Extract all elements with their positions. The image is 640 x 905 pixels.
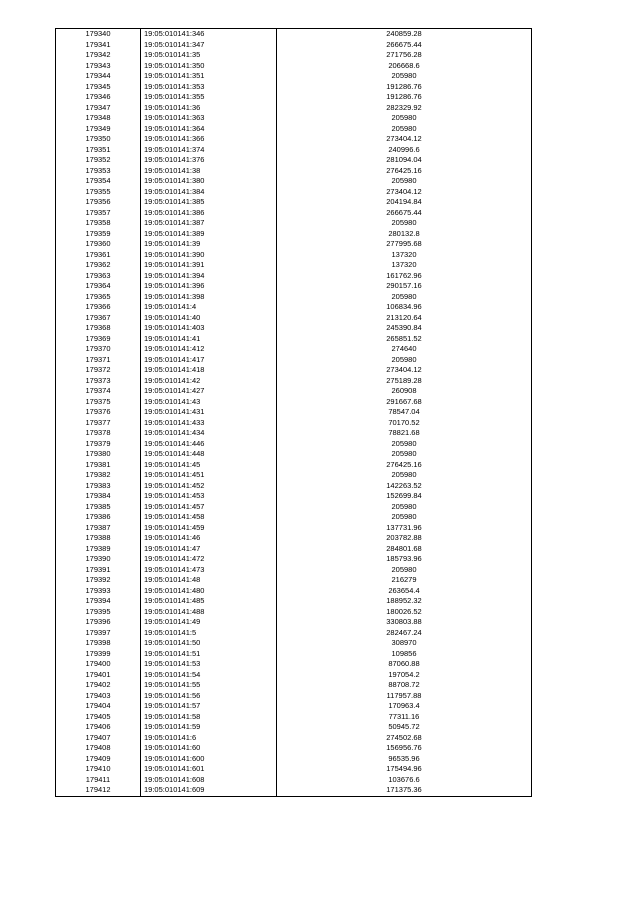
value-cell: 205980 xyxy=(277,292,532,303)
row-id-cell: 179354 xyxy=(56,176,141,187)
value-cell: 191286.76 xyxy=(277,82,532,93)
cadastral-number-cell: 19:05:010141:394 xyxy=(141,271,277,282)
table-row xyxy=(56,449,532,460)
table-row xyxy=(56,313,532,324)
row-id-cell: 179342 xyxy=(56,50,141,61)
table-row xyxy=(56,460,532,471)
table-row xyxy=(56,229,532,240)
cadastral-number-cell: 19:05:010141:55 xyxy=(141,680,277,691)
cadastral-number-cell: 19:05:010141:60 xyxy=(141,743,277,754)
value-cell: 103676.6 xyxy=(277,775,532,786)
table-row xyxy=(56,92,532,103)
row-id-cell: 179410 xyxy=(56,764,141,775)
cadastral-number-cell: 19:05:010141:608 xyxy=(141,775,277,786)
cadastral-number-cell: 19:05:010141:412 xyxy=(141,344,277,355)
table-row xyxy=(56,260,532,271)
row-id-cell: 179363 xyxy=(56,271,141,282)
cadastral-number-cell: 19:05:010141:391 xyxy=(141,260,277,271)
row-id-cell: 179394 xyxy=(56,596,141,607)
row-id-cell: 179368 xyxy=(56,323,141,334)
cadastral-number-cell: 19:05:010141:448 xyxy=(141,449,277,460)
cadastral-number-cell: 19:05:010141:54 xyxy=(141,670,277,681)
value-cell: 117957.88 xyxy=(277,691,532,702)
value-cell: 137320 xyxy=(277,260,532,271)
cadastral-number-cell: 19:05:010141:385 xyxy=(141,197,277,208)
value-cell: 216279 xyxy=(277,575,532,586)
row-id-cell: 179398 xyxy=(56,638,141,649)
cadastral-number-cell: 19:05:010141:56 xyxy=(141,691,277,702)
table-row xyxy=(56,145,532,156)
cadastral-number-cell: 19:05:010141:480 xyxy=(141,586,277,597)
value-cell: 191286.76 xyxy=(277,92,532,103)
row-id-cell: 179378 xyxy=(56,428,141,439)
cadastral-number-cell: 19:05:010141:451 xyxy=(141,470,277,481)
table-row xyxy=(56,29,532,40)
table-row xyxy=(56,638,532,649)
cadastral-number-cell: 19:05:010141:488 xyxy=(141,607,277,618)
cadastral-number-cell: 19:05:010141:364 xyxy=(141,124,277,135)
cadastral-number-cell: 19:05:010141:35 xyxy=(141,50,277,61)
cadastral-number-cell: 19:05:010141:396 xyxy=(141,281,277,292)
row-id-cell: 179371 xyxy=(56,355,141,366)
value-cell: 277995.68 xyxy=(277,239,532,250)
row-id-cell: 179356 xyxy=(56,197,141,208)
row-id-cell: 179362 xyxy=(56,260,141,271)
row-id-cell: 179372 xyxy=(56,365,141,376)
cadastral-number-cell: 19:05:010141:609 xyxy=(141,785,277,796)
table-row xyxy=(56,649,532,660)
table-row xyxy=(56,281,532,292)
row-id-cell: 179343 xyxy=(56,61,141,72)
table-row xyxy=(56,355,532,366)
table-row xyxy=(56,743,532,754)
row-id-cell: 179385 xyxy=(56,502,141,513)
table-row xyxy=(56,470,532,481)
row-id-cell: 179347 xyxy=(56,103,141,114)
value-cell: 260908 xyxy=(277,386,532,397)
cadastral-number-cell: 19:05:010141:457 xyxy=(141,502,277,513)
table-row xyxy=(56,113,532,124)
row-id-cell: 179348 xyxy=(56,113,141,124)
row-id-cell: 179353 xyxy=(56,166,141,177)
table-row xyxy=(56,659,532,670)
table-row xyxy=(56,439,532,450)
cadastral-number-cell: 19:05:010141:351 xyxy=(141,71,277,82)
row-id-cell: 179374 xyxy=(56,386,141,397)
value-cell: 284801.68 xyxy=(277,544,532,555)
value-cell: 273404.12 xyxy=(277,365,532,376)
row-id-cell: 179395 xyxy=(56,607,141,618)
value-cell: 137731.96 xyxy=(277,523,532,534)
table-row xyxy=(56,565,532,576)
row-id-cell: 179369 xyxy=(56,334,141,345)
row-id-cell: 179401 xyxy=(56,670,141,681)
table-row xyxy=(56,418,532,429)
cadastral-number-cell: 19:05:010141:446 xyxy=(141,439,277,450)
row-id-cell: 179365 xyxy=(56,292,141,303)
value-cell: 275189.28 xyxy=(277,376,532,387)
table-row xyxy=(56,292,532,303)
cadastral-number-cell: 19:05:010141:389 xyxy=(141,229,277,240)
row-id-cell: 179386 xyxy=(56,512,141,523)
value-cell: 205980 xyxy=(277,449,532,460)
value-cell: 204194.84 xyxy=(277,197,532,208)
row-id-cell: 179399 xyxy=(56,649,141,660)
value-cell: 156956.76 xyxy=(277,743,532,754)
row-id-cell: 179389 xyxy=(56,544,141,555)
table-row xyxy=(56,71,532,82)
table-row xyxy=(56,701,532,712)
value-cell: 188952.32 xyxy=(277,596,532,607)
cadastral-number-cell: 19:05:010141:38 xyxy=(141,166,277,177)
value-cell: 213120.64 xyxy=(277,313,532,324)
table-row xyxy=(56,187,532,198)
value-cell: 171375.36 xyxy=(277,785,532,796)
row-id-cell: 179405 xyxy=(56,712,141,723)
row-id-cell: 179366 xyxy=(56,302,141,313)
table-row xyxy=(56,323,532,334)
table-row xyxy=(56,155,532,166)
value-cell: 205980 xyxy=(277,71,532,82)
row-id-cell: 179381 xyxy=(56,460,141,471)
cadastral-number-cell: 19:05:010141:458 xyxy=(141,512,277,523)
row-id-cell: 179357 xyxy=(56,208,141,219)
value-cell: 205980 xyxy=(277,218,532,229)
row-id-cell: 179380 xyxy=(56,449,141,460)
table-row xyxy=(56,82,532,93)
cadastral-number-cell: 19:05:010141:5 xyxy=(141,628,277,639)
value-cell: 180026.52 xyxy=(277,607,532,618)
value-cell: 205980 xyxy=(277,470,532,481)
row-id-cell: 179390 xyxy=(56,554,141,565)
cadastral-number-cell: 19:05:010141:473 xyxy=(141,565,277,576)
cadastral-number-cell: 19:05:010141:431 xyxy=(141,407,277,418)
table-row xyxy=(56,250,532,261)
value-cell: 273404.12 xyxy=(277,187,532,198)
table-row xyxy=(56,124,532,135)
value-cell: 282329.92 xyxy=(277,103,532,114)
row-id-cell: 179404 xyxy=(56,701,141,712)
table-row xyxy=(56,61,532,72)
table-row xyxy=(56,218,532,229)
value-cell: 109856 xyxy=(277,649,532,660)
row-id-cell: 179408 xyxy=(56,743,141,754)
cadastral-number-cell: 19:05:010141:355 xyxy=(141,92,277,103)
cadastral-number-cell: 19:05:010141:472 xyxy=(141,554,277,565)
cadastral-number-cell: 19:05:010141:46 xyxy=(141,533,277,544)
cadastral-number-cell: 19:05:010141:350 xyxy=(141,61,277,72)
table-row xyxy=(56,176,532,187)
row-id-cell: 179406 xyxy=(56,722,141,733)
row-id-cell: 179384 xyxy=(56,491,141,502)
cadastral-number-cell: 19:05:010141:601 xyxy=(141,764,277,775)
cadastral-number-cell: 19:05:010141:453 xyxy=(141,491,277,502)
table-row xyxy=(56,733,532,744)
row-id-cell: 179349 xyxy=(56,124,141,135)
cadastral-number-cell: 19:05:010141:346 xyxy=(141,29,277,40)
cadastral-number-cell: 19:05:010141:433 xyxy=(141,418,277,429)
table-row xyxy=(56,397,532,408)
value-cell: 240859.28 xyxy=(277,29,532,40)
row-id-cell: 179412 xyxy=(56,785,141,796)
value-cell: 170963.4 xyxy=(277,701,532,712)
value-cell: 205980 xyxy=(277,512,532,523)
table-row xyxy=(56,376,532,387)
value-cell: 273404.12 xyxy=(277,134,532,145)
row-id-cell: 179341 xyxy=(56,40,141,51)
value-cell: 291667.68 xyxy=(277,397,532,408)
cadastral-number-cell: 19:05:010141:386 xyxy=(141,208,277,219)
value-cell: 245390.84 xyxy=(277,323,532,334)
value-cell: 205980 xyxy=(277,502,532,513)
table-row xyxy=(56,239,532,250)
table-row xyxy=(56,533,532,544)
table-row xyxy=(56,386,532,397)
row-id-cell: 179409 xyxy=(56,754,141,765)
row-id-cell: 179360 xyxy=(56,239,141,250)
table-row xyxy=(56,428,532,439)
row-id-cell: 179392 xyxy=(56,575,141,586)
table-row xyxy=(56,50,532,61)
row-id-cell: 179351 xyxy=(56,145,141,156)
cadastral-number-cell: 19:05:010141:403 xyxy=(141,323,277,334)
document-page xyxy=(55,28,531,797)
cadastral-number-cell: 19:05:010141:53 xyxy=(141,659,277,670)
value-cell: 266675.44 xyxy=(277,208,532,219)
row-id-cell: 179403 xyxy=(56,691,141,702)
value-cell: 78547.04 xyxy=(277,407,532,418)
row-id-cell: 179383 xyxy=(56,481,141,492)
table-row xyxy=(56,344,532,355)
row-id-cell: 179388 xyxy=(56,533,141,544)
value-cell: 290157.16 xyxy=(277,281,532,292)
data-table xyxy=(55,28,532,797)
value-cell: 274502.68 xyxy=(277,733,532,744)
cadastral-number-cell: 19:05:010141:376 xyxy=(141,155,277,166)
cadastral-number-cell: 19:05:010141:398 xyxy=(141,292,277,303)
row-id-cell: 179340 xyxy=(56,29,141,40)
value-cell: 78821.68 xyxy=(277,428,532,439)
cadastral-number-cell: 19:05:010141:57 xyxy=(141,701,277,712)
row-id-cell: 179400 xyxy=(56,659,141,670)
value-cell: 137320 xyxy=(277,250,532,261)
value-cell: 206668.6 xyxy=(277,61,532,72)
value-cell: 205980 xyxy=(277,124,532,135)
value-cell: 70170.52 xyxy=(277,418,532,429)
value-cell: 185793.96 xyxy=(277,554,532,565)
cadastral-number-cell: 19:05:010141:50 xyxy=(141,638,277,649)
value-cell: 281094.04 xyxy=(277,155,532,166)
value-cell: 308970 xyxy=(277,638,532,649)
value-cell: 205980 xyxy=(277,176,532,187)
table-row xyxy=(56,722,532,733)
value-cell: 282467.24 xyxy=(277,628,532,639)
value-cell: 106834.96 xyxy=(277,302,532,313)
table-body xyxy=(56,29,532,797)
table-row xyxy=(56,607,532,618)
table-row xyxy=(56,544,532,555)
value-cell: 175494.96 xyxy=(277,764,532,775)
row-id-cell: 179375 xyxy=(56,397,141,408)
row-id-cell: 179344 xyxy=(56,71,141,82)
value-cell: 205980 xyxy=(277,439,532,450)
value-cell: 197054.2 xyxy=(277,670,532,681)
table-row xyxy=(56,103,532,114)
table-row xyxy=(56,166,532,177)
table-row xyxy=(56,712,532,723)
value-cell: 205980 xyxy=(277,113,532,124)
table-row xyxy=(56,302,532,313)
row-id-cell: 179407 xyxy=(56,733,141,744)
cadastral-number-cell: 19:05:010141:353 xyxy=(141,82,277,93)
cadastral-number-cell: 19:05:010141:58 xyxy=(141,712,277,723)
value-cell: 276425.16 xyxy=(277,460,532,471)
table-row xyxy=(56,628,532,639)
cadastral-number-cell: 19:05:010141:485 xyxy=(141,596,277,607)
table-row xyxy=(56,575,532,586)
table-row xyxy=(56,208,532,219)
cadastral-number-cell: 19:05:010141:387 xyxy=(141,218,277,229)
table-row xyxy=(56,596,532,607)
value-cell: 263654.4 xyxy=(277,586,532,597)
cadastral-number-cell: 19:05:010141:452 xyxy=(141,481,277,492)
value-cell: 240996.6 xyxy=(277,145,532,156)
cadastral-number-cell: 19:05:010141:45 xyxy=(141,460,277,471)
cadastral-number-cell: 19:05:010141:427 xyxy=(141,386,277,397)
value-cell: 280132.8 xyxy=(277,229,532,240)
table-row xyxy=(56,680,532,691)
row-id-cell: 179402 xyxy=(56,680,141,691)
value-cell: 203782.88 xyxy=(277,533,532,544)
cadastral-number-cell: 19:05:010141:347 xyxy=(141,40,277,51)
row-id-cell: 179370 xyxy=(56,344,141,355)
row-id-cell: 179367 xyxy=(56,313,141,324)
cadastral-number-cell: 19:05:010141:417 xyxy=(141,355,277,366)
cadastral-number-cell: 19:05:010141:374 xyxy=(141,145,277,156)
row-id-cell: 179361 xyxy=(56,250,141,261)
row-id-cell: 179355 xyxy=(56,187,141,198)
value-cell: 271756.28 xyxy=(277,50,532,61)
cadastral-number-cell: 19:05:010141:51 xyxy=(141,649,277,660)
cadastral-number-cell: 19:05:010141:434 xyxy=(141,428,277,439)
table-row xyxy=(56,775,532,786)
value-cell: 87060.88 xyxy=(277,659,532,670)
value-cell: 205980 xyxy=(277,355,532,366)
cadastral-number-cell: 19:05:010141:418 xyxy=(141,365,277,376)
table-row xyxy=(56,271,532,282)
cadastral-number-cell: 19:05:010141:366 xyxy=(141,134,277,145)
row-id-cell: 179376 xyxy=(56,407,141,418)
cadastral-number-cell: 19:05:010141:36 xyxy=(141,103,277,114)
row-id-cell: 179393 xyxy=(56,586,141,597)
cadastral-number-cell: 19:05:010141:363 xyxy=(141,113,277,124)
cadastral-number-cell: 19:05:010141:39 xyxy=(141,239,277,250)
row-id-cell: 179397 xyxy=(56,628,141,639)
row-id-cell: 179346 xyxy=(56,92,141,103)
cadastral-number-cell: 19:05:010141:4 xyxy=(141,302,277,313)
value-cell: 88708.72 xyxy=(277,680,532,691)
row-id-cell: 179377 xyxy=(56,418,141,429)
row-id-cell: 179359 xyxy=(56,229,141,240)
value-cell: 265851.52 xyxy=(277,334,532,345)
value-cell: 205980 xyxy=(277,565,532,576)
table-row xyxy=(56,502,532,513)
row-id-cell: 179396 xyxy=(56,617,141,628)
table-row xyxy=(56,785,532,796)
value-cell: 152699.84 xyxy=(277,491,532,502)
row-id-cell: 179391 xyxy=(56,565,141,576)
cadastral-number-cell: 19:05:010141:459 xyxy=(141,523,277,534)
table-row xyxy=(56,586,532,597)
cadastral-number-cell: 19:05:010141:43 xyxy=(141,397,277,408)
cadastral-number-cell: 19:05:010141:600 xyxy=(141,754,277,765)
cadastral-number-cell: 19:05:010141:384 xyxy=(141,187,277,198)
table-row xyxy=(56,40,532,51)
value-cell: 161762.96 xyxy=(277,271,532,282)
value-cell: 142263.52 xyxy=(277,481,532,492)
table-row xyxy=(56,764,532,775)
table-row xyxy=(56,334,532,345)
row-id-cell: 179411 xyxy=(56,775,141,786)
table-row xyxy=(56,407,532,418)
table-row xyxy=(56,617,532,628)
row-id-cell: 179345 xyxy=(56,82,141,93)
row-id-cell: 179364 xyxy=(56,281,141,292)
table-row xyxy=(56,754,532,765)
cadastral-number-cell: 19:05:010141:42 xyxy=(141,376,277,387)
cadastral-number-cell: 19:05:010141:380 xyxy=(141,176,277,187)
cadastral-number-cell: 19:05:010141:47 xyxy=(141,544,277,555)
row-id-cell: 179352 xyxy=(56,155,141,166)
table-row xyxy=(56,523,532,534)
row-id-cell: 179382 xyxy=(56,470,141,481)
value-cell: 274640 xyxy=(277,344,532,355)
cadastral-number-cell: 19:05:010141:41 xyxy=(141,334,277,345)
value-cell: 266675.44 xyxy=(277,40,532,51)
table-row xyxy=(56,512,532,523)
cadastral-number-cell: 19:05:010141:49 xyxy=(141,617,277,628)
table-row xyxy=(56,554,532,565)
table-row xyxy=(56,197,532,208)
cadastral-number-cell: 19:05:010141:48 xyxy=(141,575,277,586)
row-id-cell: 179350 xyxy=(56,134,141,145)
value-cell: 77311.16 xyxy=(277,712,532,723)
value-cell: 96535.96 xyxy=(277,754,532,765)
table-row xyxy=(56,365,532,376)
value-cell: 330803.88 xyxy=(277,617,532,628)
table-row xyxy=(56,491,532,502)
row-id-cell: 179387 xyxy=(56,523,141,534)
row-id-cell: 179373 xyxy=(56,376,141,387)
cadastral-number-cell: 19:05:010141:390 xyxy=(141,250,277,261)
cadastral-number-cell: 19:05:010141:59 xyxy=(141,722,277,733)
row-id-cell: 179379 xyxy=(56,439,141,450)
value-cell: 276425.16 xyxy=(277,166,532,177)
cadastral-number-cell: 19:05:010141:40 xyxy=(141,313,277,324)
table-row xyxy=(56,691,532,702)
table-row xyxy=(56,134,532,145)
table-row xyxy=(56,481,532,492)
row-id-cell: 179358 xyxy=(56,218,141,229)
value-cell: 50945.72 xyxy=(277,722,532,733)
table-row xyxy=(56,670,532,681)
cadastral-number-cell: 19:05:010141:6 xyxy=(141,733,277,744)
